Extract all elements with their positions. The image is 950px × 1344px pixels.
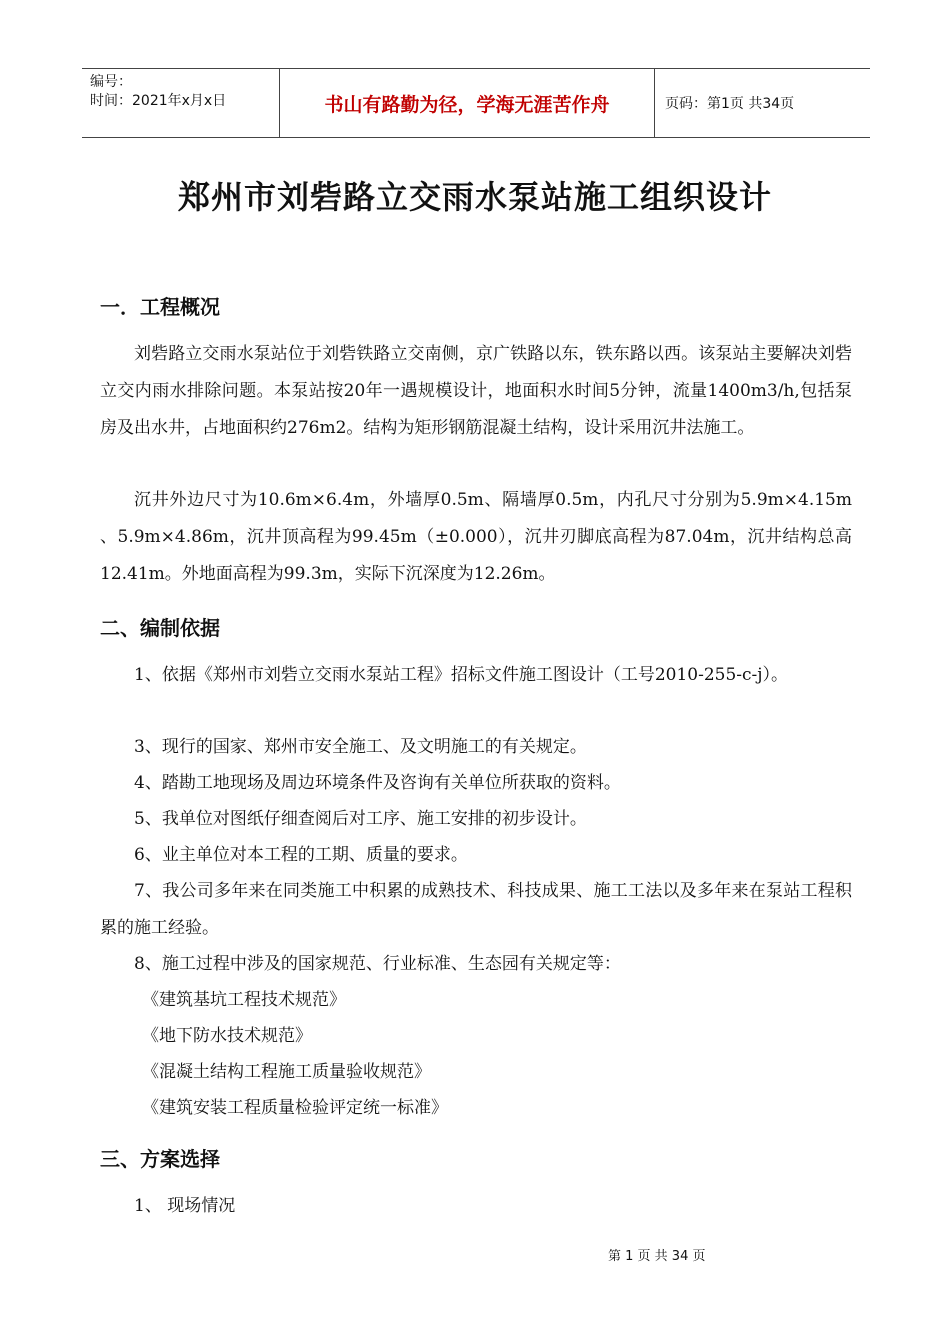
page-footer: 第 1 页 共 34 页 (608, 1249, 706, 1264)
basis-item-5: 5、我单位对图纸仔细查阅后对工序、施工安排的初步设计。 (134, 809, 587, 829)
page-header (82, 68, 870, 138)
standard-item-1: 《建筑基坑工程技术规范》 (142, 990, 346, 1010)
header-page-info: 页码：第1页 共34页 (665, 96, 795, 112)
time-label: 时间：2021年x月x日 (90, 93, 227, 109)
plan-item-1: 1、 现场情况 (134, 1196, 236, 1216)
section-heading-basis: 二、编制依据 (100, 616, 220, 640)
basis-item-6: 6、业主单位对本工程的工期、质量的要求。 (134, 845, 468, 865)
section-heading-overview: 一．工程概况 (100, 295, 220, 319)
standard-item-4: 《建筑安装工程质量检验评定统一标准》 (142, 1098, 448, 1118)
header-motto: 书山有路勤为径，学海无涯苦作舟 (280, 69, 655, 137)
basis-item-8: 8、施工过程中涉及的国家规范、行业标准、生态园有关规定等： (134, 954, 621, 974)
code-label: 编号： (90, 74, 132, 90)
header-meta (82, 69, 280, 137)
basis-item-1: 1、依据《郑州市刘砦立交雨水泵站工程》招标文件施工图设计（工号2010-255-c-j）。 (134, 665, 789, 685)
document-title: 郑州市刘砦路立交雨水泵站施工组织设计 (177, 178, 772, 216)
overview-paragraph-1: 刘砦路立交雨水泵站位于刘砦铁路立交南侧，京广铁路以东，铁东路以西。该泵站主要解决刘砦立交内雨水排除问题。本泵站按20年一遇规模设计，地面积水时间5分钟，流量1400m3/h,包括泵房及出水井，占地面积约276m2。结构为矩形钢筋混凝土结构，设计采用沉井法施工。 (100, 344, 852, 438)
basis-item-3: 3、现行的国家、郑州市安全施工、及文明施工的有关规定。 (134, 737, 587, 757)
standard-item-2: 《地下防水技术规范》 (142, 1026, 312, 1046)
standard-item-3: 《混凝土结构工程施工质量验收规范》 (142, 1062, 431, 1082)
overview-paragraph-2: 沉井外边尺寸为10.6m×6.4m，外墙厚0.5m、隔墙厚0.5m，内孔尺寸分别为5.9m×4.15m 、5.9m×4.86m，沉井顶高程为99.45m（±0.000），沉井刃脚底高程为87.04m，沉井结构总高12.41m。外地面高程为99.3m，实际下沉深度为12.26m。 (100, 490, 852, 584)
basis-item-7: 7、我公司多年来在同类施工中积累的成熟技术、科技成果、施工工法以及多年来在泵站工程积累的施工经验。 (100, 881, 852, 938)
section-heading-plan: 三、方案选择 (100, 1147, 220, 1171)
basis-item-4: 4、踏勘工地现场及周边环境条件及咨询有关单位所获取的资料。 (134, 773, 621, 793)
